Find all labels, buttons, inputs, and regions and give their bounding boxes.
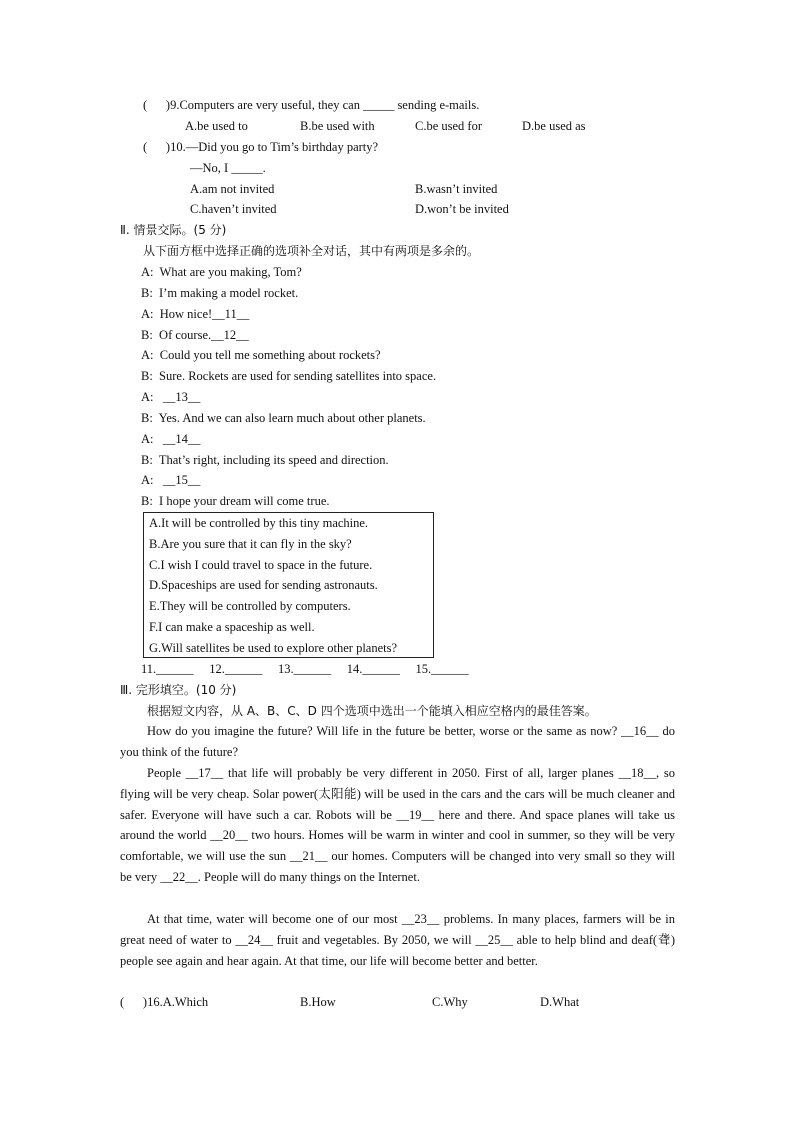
dialogue-line: A: __13__: [141, 390, 201, 404]
section3-instruction: 根据短文内容，从 A、B、C、D 四个选项中选出一个能填入相应空格内的最佳答案。: [147, 704, 597, 718]
box-option: C.I wish I could travel to space in the future.: [149, 558, 373, 572]
passage-paragraph-2: People __17__ that life will probably be very different in 2050. First of all, larger planes __18__, so flying will be very cheap. Solar power(太阳能) will be used in the cars and the cars will be much cleaner and safer. Everyone will have such a car. Robots will be __19__ here and there. And space planes will take us around the world __20__ two hours. Homes will be warm in winter and cool in summer, so they will be very comfortable, we will use the sun __21__ our homes. Computers will be changed into very small so they will be very __22__. People will do many things on the Internet.: [120, 766, 675, 884]
dialogue-line: A: What are you making, Tom?: [141, 265, 302, 279]
q9-option-d[interactable]: D.be used as: [522, 119, 586, 133]
options-box: [143, 512, 434, 658]
box-option: A.It will be controlled by this tiny machine.: [149, 516, 369, 530]
dialogue-line: B: I’m making a model rocket.: [141, 286, 299, 300]
box-option: F.I can make a spaceship as well.: [149, 620, 315, 634]
dialogue-line: B: That’s right, including its speed and direction.: [141, 453, 389, 467]
section3-heading: Ⅲ. 完形填空。(10 分): [120, 683, 237, 697]
q9-option-a[interactable]: A.be used to: [185, 119, 248, 133]
dialogue-line: A: __15__: [141, 473, 201, 487]
q9-option-c[interactable]: C.be used for: [415, 119, 482, 133]
q10-option-c[interactable]: C.haven’t invited: [190, 202, 277, 216]
dialogue-line: A: __14__: [141, 432, 201, 446]
box-option: G.Will satellites be used to explore other planets?: [149, 641, 398, 655]
dialogue-line: B: Yes. And we can also learn much about other planets.: [141, 411, 426, 425]
box-option: D.Spaceships are used for sending astronauts.: [149, 578, 378, 592]
box-option: E.They will be controlled by computers.: [149, 599, 351, 613]
passage-paragraph-3: At that time, water will become one of our most __23__ problems. In many places, farmers will be in great need of water to __24__ fruit and vegetables. By 2050, we will __25__ able to help blind and deaf(聋) people see again and hear again. At that time, our life will become better and better.: [120, 912, 675, 968]
dialogue-line: A: Could you tell me something about rockets?: [141, 348, 381, 362]
q16-option-d[interactable]: D.What: [540, 995, 580, 1009]
q10-reply: —No, I _____.: [190, 161, 266, 175]
q16-stem: ( )16.A.Which: [120, 995, 209, 1009]
answer-blanks[interactable]: 11.______ 12.______ 13.______ 14.______ 15.______: [141, 662, 469, 676]
q16-option-c[interactable]: C.Why: [432, 995, 468, 1009]
dialogue-line: B: I hope your dream will come true.: [141, 494, 330, 508]
q16-option-b[interactable]: B.How: [300, 995, 336, 1009]
passage-paragraph-1: How do you imagine the future? Will life in the future be better, worse or the same as now? __16__ do you think of the future?: [120, 724, 675, 759]
q9-option-b[interactable]: B.be used with: [300, 119, 375, 133]
q9-stem: ( )9.Computers are very useful, they can _____ sending e-mails.: [143, 98, 480, 112]
q10-option-b[interactable]: B.wasn’t invited: [415, 182, 498, 196]
dialogue-line: B: Sure. Rockets are used for sending satellites into space.: [141, 369, 437, 383]
section2-instruction: 从下面方框中选择正确的选项补全对话，其中有两项是多余的。: [143, 244, 480, 258]
dialogue-line: B: Of course.__12__: [141, 328, 249, 342]
q10-option-a[interactable]: A.am not invited: [190, 182, 275, 196]
box-option: B.Are you sure that it can fly in the sky?: [149, 537, 352, 551]
dialogue-line: A: How nice!__11__: [141, 307, 250, 321]
section2-heading: Ⅱ. 情景交际。(5 分): [120, 223, 227, 237]
q10-stem: ( )10.—Did you go to Tim’s birthday party?: [143, 140, 379, 154]
q10-option-d[interactable]: D.won’t be invited: [415, 202, 509, 216]
